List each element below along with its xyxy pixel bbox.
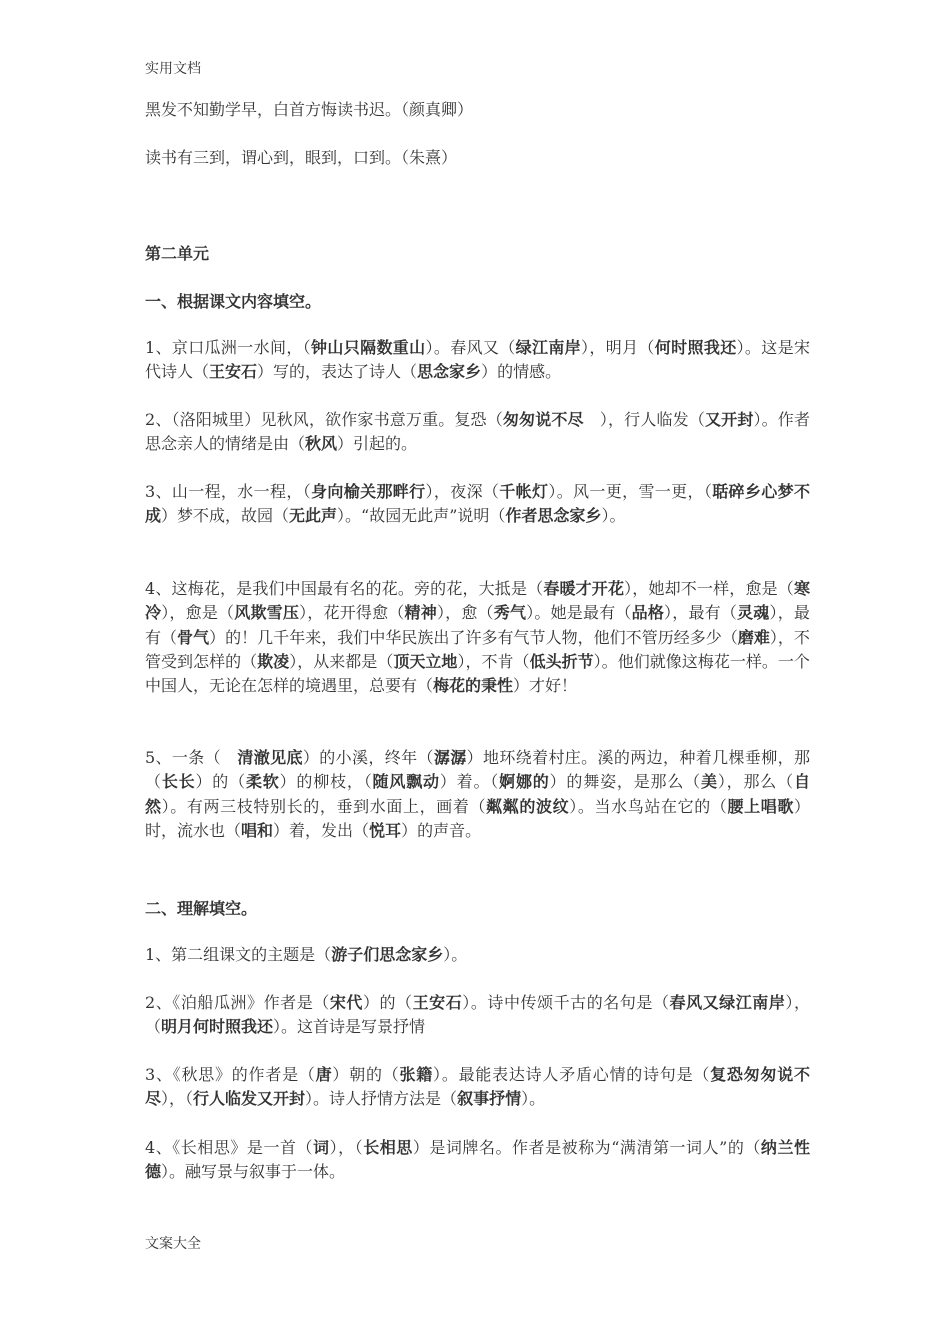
prompt-text: ）。融写景与叙事于一体。 bbox=[161, 1162, 346, 1182]
prompt-text: 1、京口瓜洲一水间，（ bbox=[145, 338, 312, 357]
prompt-text: ）。 bbox=[521, 1089, 546, 1109]
prompt-text: ），愈（ bbox=[436, 603, 494, 623]
answer-text: 清澈见底 bbox=[237, 748, 303, 767]
section1-title: 一、根据课文内容填空。 bbox=[145, 292, 322, 311]
prompt-text: ）着，发出（ bbox=[273, 820, 370, 840]
prompt-text: ）。这首诗是写景抒情 bbox=[273, 1017, 426, 1037]
answer-text: 品格 bbox=[631, 603, 665, 623]
answer-text: 叙事抒情 bbox=[457, 1089, 522, 1109]
answer-text: 王安石 bbox=[209, 362, 258, 382]
prompt-text: ）引起的。 bbox=[337, 434, 418, 454]
answer-text: 思念家乡 bbox=[417, 362, 482, 382]
answer-text: 梅花的秉性 bbox=[433, 676, 514, 696]
prompt-text: ）的柳枝，（ bbox=[279, 772, 373, 792]
answer-text: 长长 bbox=[161, 772, 196, 792]
page-header: 实用文档 bbox=[145, 61, 201, 77]
paragraph-2 bbox=[145, 408, 810, 457]
prompt-text: ）。“故园无此声”说明（ bbox=[337, 506, 506, 526]
prompt-text: ）。风一更，雪一更，（ bbox=[548, 482, 713, 501]
answer-text: 聒碎乡心梦不成 bbox=[145, 482, 810, 526]
answer-text: 游子们思念家乡 bbox=[331, 945, 444, 964]
prompt-text: ）。 bbox=[601, 506, 626, 526]
prompt-text: 3、《秋思》的作者是（ bbox=[145, 1065, 316, 1084]
answer-text: 磨难 bbox=[737, 627, 770, 647]
answer-text: 秋风 bbox=[305, 434, 338, 454]
prompt-text: ）才好！ bbox=[513, 676, 578, 696]
prompt-text: ），（ bbox=[329, 1138, 364, 1157]
answer-text: 自然 bbox=[145, 772, 810, 816]
prompt-text: ），明月（ bbox=[581, 338, 655, 357]
answer-text: 身向榆关那畔行 bbox=[311, 482, 426, 501]
prompt-text: ），最有（ bbox=[145, 603, 810, 647]
prompt-text: ），那么（ bbox=[717, 772, 794, 792]
answer-text: 精神 bbox=[404, 603, 437, 623]
answer-text: 春风又绿江南岸 bbox=[669, 993, 786, 1012]
answer-text: 唱和 bbox=[241, 820, 274, 840]
paragraph-3 bbox=[145, 480, 810, 529]
prompt-text: ），行人临发（ bbox=[583, 410, 705, 429]
paragraph-4 bbox=[145, 577, 810, 698]
answer-text: 风欺雪压 bbox=[234, 603, 300, 623]
answer-text: 纳兰性德 bbox=[145, 1138, 810, 1182]
page-footer: 文案大全 bbox=[145, 1236, 201, 1252]
answer-text: 婀娜的 bbox=[499, 772, 550, 792]
prompt-text: ），愈是（ bbox=[161, 603, 235, 623]
unit-title: 第二单元 bbox=[145, 244, 210, 263]
answer-text: 悦耳 bbox=[369, 820, 402, 840]
prompt-text: ），（ bbox=[161, 1089, 194, 1109]
answer-text: 顶天立地 bbox=[393, 651, 458, 671]
answer-text: 明月何时照我还 bbox=[161, 1017, 274, 1037]
prompt-text: ），从来都是（ bbox=[289, 651, 394, 671]
answer-text: 随风飘动 bbox=[372, 772, 440, 792]
answer-text: 词 bbox=[313, 1138, 330, 1157]
answer-text: 何时照我还 bbox=[654, 338, 737, 357]
answer-text: 秀气 bbox=[493, 603, 527, 623]
prompt-text: ），（ bbox=[145, 993, 810, 1037]
prompt-text: ）的舞姿，是那么（ bbox=[549, 772, 701, 792]
answer-text: 腰上唱歌 bbox=[727, 796, 794, 816]
prompt-text: ）写的，表达了诗人（ bbox=[257, 362, 418, 382]
answer-text: 行人临发又开封 bbox=[193, 1089, 306, 1109]
prompt-text: 2、《泊船瓜洲》作者是（ bbox=[145, 993, 330, 1012]
prompt-text: ），不肯（ bbox=[457, 651, 530, 671]
prompt-text: ）。诗中传颂千古的名句是（ bbox=[462, 993, 670, 1012]
prompt-text: ）的！几千年来，我们中华民族出了许多有气节人物，他们不管历经多少（ bbox=[209, 627, 738, 647]
prompt-text: ）朝的（ bbox=[332, 1065, 400, 1084]
answer-text: 灵魂 bbox=[737, 603, 770, 623]
answer-text: 张籍 bbox=[399, 1065, 434, 1084]
prompt-text: ）梦不成，故园（ bbox=[161, 506, 290, 526]
question-1 bbox=[145, 943, 810, 967]
quote-yanzhenqing: 黑发不知勤学早，白首方悔读书迟。（颜真卿） bbox=[145, 100, 474, 119]
answer-text: 潺潺 bbox=[433, 748, 467, 767]
prompt-text: ）。诗人抒情方法是（ bbox=[305, 1089, 458, 1109]
answer-text: 宋代 bbox=[329, 993, 363, 1012]
answer-text: 柔软 bbox=[245, 772, 280, 792]
answer-text: 作者思念家乡 bbox=[505, 506, 602, 526]
prompt-text: ），花开得愈（ bbox=[299, 603, 405, 623]
prompt-text: ）。最能表达诗人矛盾心情的诗句是（ bbox=[433, 1065, 711, 1084]
prompt-text: 4、《长相思》是一首（ bbox=[145, 1138, 314, 1157]
paragraph-5 bbox=[145, 746, 810, 843]
answer-text: 匆匆说不尽 bbox=[502, 410, 584, 429]
answer-text: 复恐匆匆说不尽 bbox=[145, 1065, 810, 1109]
prompt-text: ）的情感。 bbox=[481, 362, 562, 382]
prompt-text: ）。有两三枝特别长的，垂到水面上，画着（ bbox=[161, 796, 487, 816]
answer-text: 又开封 bbox=[705, 410, 754, 429]
prompt-text: ）的声音。 bbox=[401, 820, 482, 840]
prompt-text: ），她却不一样，愈是（ bbox=[624, 579, 794, 598]
prompt-text: ）的小溪，终年（ bbox=[302, 748, 434, 767]
answer-text: 春暖才开花 bbox=[543, 579, 625, 598]
prompt-text: ），夜深（ bbox=[425, 482, 500, 501]
question-4 bbox=[145, 1136, 810, 1185]
prompt-text: ）。春风又（ bbox=[425, 338, 516, 357]
prompt-text: ），最有（ bbox=[664, 603, 738, 623]
answer-text: 欺凌 bbox=[257, 651, 290, 671]
prompt-text: ）的（ bbox=[362, 993, 413, 1012]
prompt-text: ）。作者思念亲人的情绪是由（ bbox=[145, 410, 810, 454]
section2-title: 二、理解填空。 bbox=[145, 899, 258, 918]
question-2 bbox=[145, 991, 810, 1040]
prompt-text: ）的（ bbox=[195, 772, 246, 792]
answer-text: 千帐灯 bbox=[499, 482, 549, 501]
answer-text: 骨气 bbox=[177, 627, 210, 647]
paragraph-1 bbox=[145, 336, 810, 385]
prompt-text: ）。她是最有（ bbox=[526, 603, 632, 623]
answer-text: 钟山只隔数重山 bbox=[311, 338, 426, 357]
answer-text: 绿江南岸 bbox=[515, 338, 582, 357]
prompt-text: ）时，流水也（ bbox=[145, 796, 810, 840]
answer-text: 美 bbox=[701, 772, 718, 792]
prompt-text: 4、这梅花，是我们中国最有名的花。旁的花，大抵是（ bbox=[145, 579, 544, 598]
prompt-text: ）地环绕着村庄。溪的两边，种着几棵垂柳，那（ bbox=[145, 748, 810, 792]
prompt-text: 5、一条（ bbox=[145, 748, 238, 767]
prompt-text: 2、（洛阳城里）见秋风，欲作家书意万重。复恐（ bbox=[145, 410, 503, 429]
answer-text: 寒冷 bbox=[145, 579, 810, 623]
question-3 bbox=[145, 1063, 810, 1112]
answer-text: 唐 bbox=[315, 1065, 333, 1084]
prompt-text: ），不管受到怎样的（ bbox=[145, 627, 810, 671]
prompt-text: ）。当水鸟站在它的（ bbox=[569, 796, 728, 816]
prompt-text: ）。 bbox=[443, 945, 468, 964]
prompt-text: ）是词牌名。作者是被称为“满清第一词人”的（ bbox=[412, 1138, 761, 1157]
prompt-text: 1、第二组课文的主题是（ bbox=[145, 945, 332, 964]
answer-text: 王安石 bbox=[412, 993, 463, 1012]
prompt-text: ）着。（ bbox=[439, 772, 500, 792]
answer-text: 无此声 bbox=[289, 506, 338, 526]
quote-zhuxi: 读书有三到，谓心到，眼到，口到。（朱熹） bbox=[145, 148, 458, 167]
prompt-text: 3、山一程，水一程，（ bbox=[145, 482, 312, 501]
answer-text: 低头折节 bbox=[529, 651, 594, 671]
answer-text: 长相思 bbox=[363, 1138, 413, 1157]
prompt-text: ）。他们就像这梅花一样。一个中国人，无论在怎样的境遇里，总要有（ bbox=[145, 651, 810, 696]
answer-text: 粼粼的波纹 bbox=[486, 796, 570, 816]
prompt-text: ）。这是宋代诗人（ bbox=[145, 338, 810, 382]
